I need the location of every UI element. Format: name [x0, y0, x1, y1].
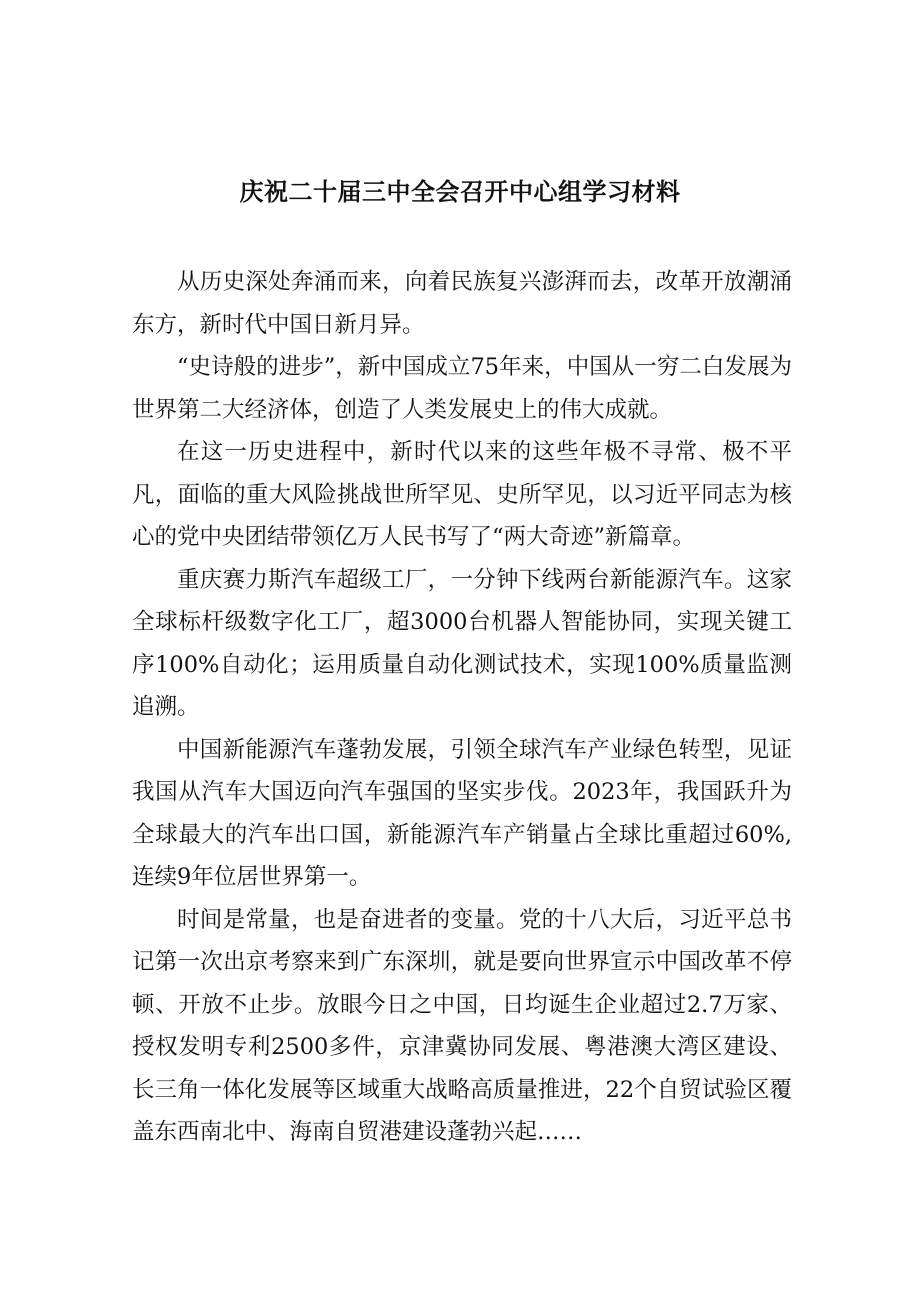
- document-body: [132, 261, 792, 1154]
- document-title: 庆祝二十届三中全会召开中心组学习材料: [239, 178, 681, 206]
- paragraph: 从历史深处奔涌而来，向着民族复兴澎湃而去，改革开放潮涌东方，新时代中国日新月异。: [132, 269, 792, 338]
- paragraph: 中国新能源汽车蓬勃发展，引领全球汽车产业绿色转型，见证我国从汽车大国迈向汽车强国的坚实步伐。2023年，我国跃升为全球最大的汽车出口国，新能源汽车产销量占全球比重超过60%,连续9年位居世界第一。: [132, 736, 792, 890]
- paragraph: 重庆赛力斯汽车超级工厂，一分钟下线两台新能源汽车。这家全球标杆级数字化工厂，超3000台机器人智能协同，实现关键工序100%自动化；运用质量自动化测试技术，实现100%质量监测追溯。: [132, 566, 792, 720]
- paragraph: 在这一历史进程中，新时代以来的这些年极不寻常、极不平凡，面临的重大风险挑战世所罕见、史所罕见，以习近平同志为核心的党中央团结带领亿万人民书写了“两大奇迹”新篇章。: [132, 439, 792, 550]
- paragraph: “史诗般的进步”，新中国成立75年来，中国从一穷二白发展为世界第二大经济体，创造了人类发展史上的伟大成就。: [132, 354, 792, 423]
- paragraph: 时间是常量，也是奋进者的变量。党的十八大后，习近平总书记第一次出京考察来到广东深圳，就是要向世界宣示中国改革不停顿、开放不止步。放眼今日之中国，日均诞生企业超过2.7万家、授权发明专利2500多件，京津冀协同发展、粤港澳大湾区建设、长三角一体化发展等区域重大战略高质量推进，22个自贸试验区覆盖东西南北中、海南自贸港建设蓬勃兴起……: [132, 906, 792, 1145]
